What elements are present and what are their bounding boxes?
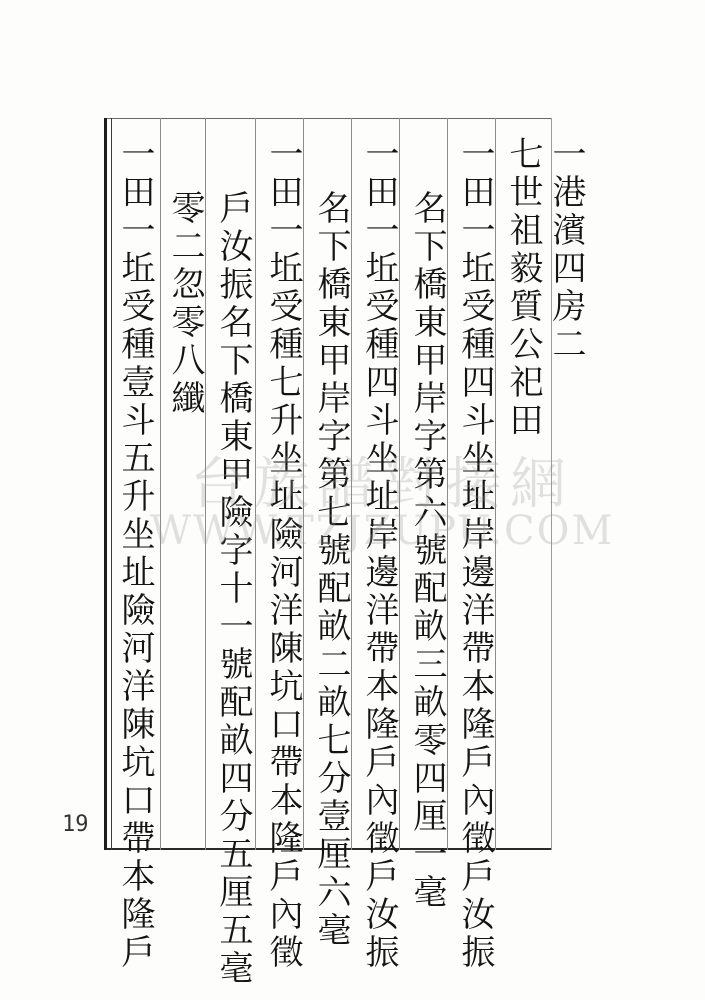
text-column-5: 一田一坵受種四斗坐址岸邊洋帶本隆戶內徵戶汝振 <box>359 136 399 972</box>
frame-top-border <box>104 118 552 119</box>
text-column-9: 零二忽零八纖 <box>165 190 205 418</box>
page-number: 19 <box>62 812 89 837</box>
text-column-2: 七世祖毅質公祀田 <box>503 136 543 440</box>
text-column-4: 名下橋東甲岸字第六號配畝三畝零四厘一毫 <box>407 190 447 912</box>
frame-left-inner-border <box>111 118 112 850</box>
text-column-3: 一田一坵受種四斗坐址岸邊洋帶本隆戶內徵戶汝振 <box>455 136 495 972</box>
text-column-8: 戶汝振名下橋東甲險字十一號配畝四分五厘五毫 <box>213 190 253 988</box>
watermark-url: WWW.TZJZUPU.COM <box>150 508 615 554</box>
watermark-text: 台族譜對接網 <box>190 452 574 517</box>
text-column-10: 一田一坵受種壹斗五升坐址險河洋陳坑口帶本隆戶 <box>115 136 155 972</box>
text-column-1: 一港濱四房二 <box>546 136 586 364</box>
column-rule <box>160 118 161 850</box>
text-column-7: 一田一坵受種七升坐址險河洋陳坑口帶本隆戶內徵 <box>263 136 303 972</box>
frame-left-border <box>104 118 107 850</box>
text-column-6: 名下橋東甲岸字第七號配畝二畝七分壹厘六毫 <box>311 190 351 950</box>
